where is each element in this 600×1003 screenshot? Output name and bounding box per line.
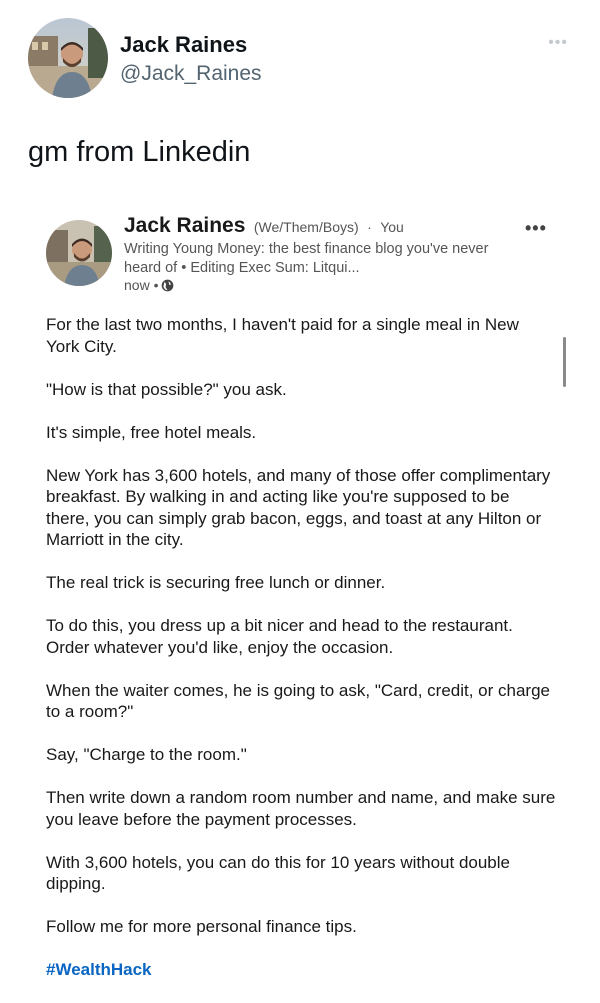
- post-paragraph: When the waiter comes, he is going to ask, "Card, credit, or charge to a room?": [46, 680, 550, 721]
- globe-icon: [161, 279, 174, 292]
- linkedin-author-line: [124, 214, 404, 238]
- tweet-header: [28, 18, 588, 100]
- post-time: now •: [124, 277, 159, 293]
- post-paragraph: New York has 3,600 hotels, and many of those offer complimentary breakfast. By walking in and acting like you're supposed to be there, you can simply grab bacon, eggs, and toast at any Hilton or Marriott in the city.: [46, 465, 551, 549]
- post-paragraph: Say, "Charge to the room.": [46, 745, 247, 764]
- linkedin-author-avatar[interactable]: [46, 220, 112, 286]
- post-paragraph: With 3,600 hotels, you can do this for 10 years without double dipping.: [46, 852, 510, 893]
- tweet-author-avatar[interactable]: [28, 18, 108, 98]
- post-paragraph: For the last two months, I haven't paid for a single meal in New York City.: [46, 315, 519, 356]
- linkedin-author-headline: Writing Young Money: the best finance blog you've never heard of • Editing Exec Sum: Litqui...: [124, 241, 489, 276]
- connection-degree: You: [380, 219, 404, 235]
- post-paragraph: It's simple, free hotel meals.: [46, 422, 257, 442]
- hashtag-link[interactable]: #WealthHack: [46, 960, 152, 979]
- post-paragraph: Then write down a random room number and name, and make sure you leave before the payment processes.: [46, 788, 556, 829]
- more-horizontal-icon[interactable]: •••: [525, 218, 547, 238]
- separator-dot: ·: [367, 219, 372, 235]
- tweet-author-name[interactable]: Jack Raines: [120, 32, 248, 57]
- post-paragraph: Follow me for more personal finance tips.: [46, 917, 357, 936]
- linkedin-author-name[interactable]: Jack Raines: [124, 214, 246, 237]
- scrollbar[interactable]: [563, 337, 566, 387]
- post-meta: [124, 277, 174, 293]
- post-paragraph: "How is that possible?" you ask.: [46, 379, 287, 399]
- post-paragraph: To do this, you dress up a bit nicer and head to the restaurant. Order whatever you'd like, enjoy the occasion.: [46, 616, 513, 657]
- linkedin-post-body: [46, 314, 556, 1002]
- post-paragraph: The real trick is securing free lunch or dinner.: [46, 573, 386, 592]
- linkedin-author-pronouns: (We/Them/Boys): [253, 219, 359, 235]
- tweet-text: gm from Linkedin: [28, 136, 251, 168]
- tweet-author-handle[interactable]: @Jack_Raines: [120, 62, 262, 85]
- more-horizontal-icon[interactable]: •••: [548, 34, 568, 51]
